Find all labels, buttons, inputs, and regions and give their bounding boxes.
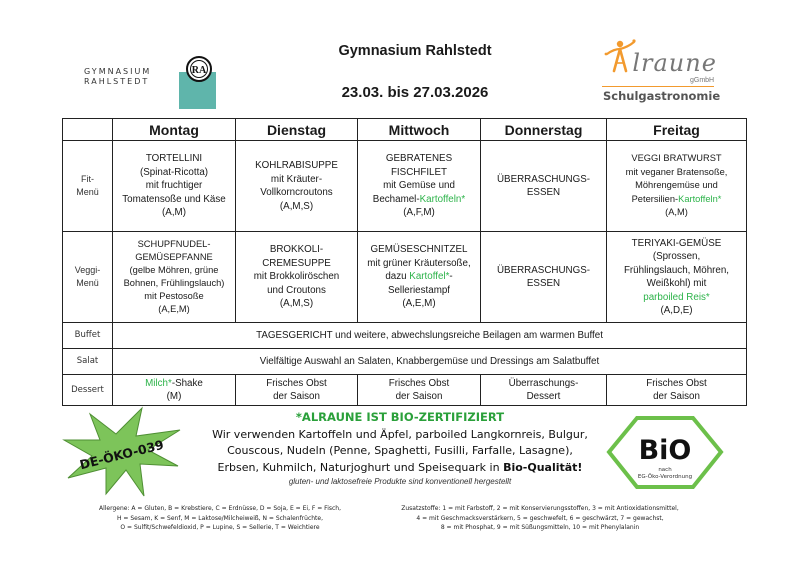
- dessert-line: Frisches Obst: [266, 377, 327, 389]
- bio-note: gluten- und laktosefreie Produkte sind konventionell hergestellt: [288, 477, 512, 486]
- dish-name: TORTELLINI: [145, 153, 203, 165]
- table-row-veggi-menu: [63, 232, 747, 323]
- row-label-dessert: Dessert: [63, 375, 113, 406]
- dish-line: mit Gemüse und: [383, 180, 455, 192]
- bio-ingredient: Kartoffeln*: [419, 193, 466, 205]
- dish-line: und Croutons: [267, 284, 326, 296]
- allergen-codes: (A,D,E): [660, 305, 693, 316]
- dish-line: Vollkorncroutons: [260, 187, 333, 198]
- dish-name: SCHUPFNUDEL-: [137, 239, 211, 249]
- dish-name: GEMÜSESCHNITZEL: [370, 244, 468, 256]
- row-label-veggi-line1: Veggi-: [74, 265, 101, 275]
- dessert-line: Frisches Obst: [646, 377, 707, 389]
- dessert-line: der Saison: [395, 391, 443, 402]
- dessert-cell-tuesday: [236, 375, 358, 406]
- bio-heading: *ALRAUNE IST BIO-ZERTIFIZIERT: [295, 410, 505, 424]
- dish-line: mit veganer Bratensoße,: [625, 166, 728, 177]
- day-header-friday: Freitag: [607, 119, 747, 141]
- bio-quality-emphasis: Bio-Qualität!: [503, 461, 583, 474]
- dish-name: TERIYAKI-GEMÜSE: [631, 237, 722, 249]
- dish-line: Selleriestampf: [387, 284, 451, 296]
- dessert-line: der Saison: [653, 391, 700, 402]
- dessert-line: der Saison: [273, 391, 320, 402]
- additives-legend-line: 8 = mit Phosphat, 9 = mit Süßungsmitteln, 10 = mit Phenylalanin: [440, 524, 640, 531]
- school-logo-line2: RAHLSTEDT: [84, 77, 150, 86]
- allergen-codes: (A,F,M): [403, 207, 435, 219]
- bio-seal-icon: [605, 415, 725, 490]
- dish-line: mit Brokkoliröschen: [253, 271, 340, 283]
- allergen-legend-line: H = Sesam, K = Senf, M = Laktose/Milcheiweiß, N = Schalenfrüchte,: [116, 514, 324, 522]
- caterer-divider: [602, 86, 714, 87]
- bio-seal-word: BiO: [638, 435, 692, 466]
- row-label-buffet: Buffet: [63, 323, 113, 349]
- dish-name: ÜBERRASCHUNGS-: [496, 173, 591, 185]
- dish-line: Weißkohl) mit: [646, 278, 707, 289]
- row-label-salat: Salat: [63, 349, 113, 375]
- dessert-cell-wednesday: [358, 375, 481, 406]
- caterer-logo: [600, 33, 720, 108]
- menu-cell-fit-friday: [607, 141, 747, 232]
- allergen-codes: (M): [166, 391, 182, 402]
- dessert-cell-thursday: [481, 375, 607, 406]
- row-label-fit-line1: Fit-: [81, 174, 94, 184]
- allergen-codes: (A,M,S): [279, 200, 314, 212]
- organic-certification-badge: [62, 406, 182, 498]
- dessert-text: -Shake: [171, 377, 203, 389]
- svg-text:RA: RA: [191, 65, 207, 76]
- dish-text: Bechamel-: [372, 193, 420, 205]
- dish-line: (gelbe Möhren, grüne: [129, 265, 219, 275]
- table-row-fit-menu: [63, 141, 747, 232]
- dish-name: BROKKOLI-: [269, 244, 324, 256]
- school-logo-text: [84, 67, 151, 87]
- table-header-row: [63, 119, 747, 141]
- day-header-thursday: Donnerstag: [481, 119, 607, 141]
- dish-name: GEBRATENES: [385, 153, 453, 165]
- buffet-text: TAGESGERICHT und weitere, abwechslungsreiche Beilagen am warmen Buffet: [113, 323, 747, 349]
- row-label-veggi: [63, 232, 113, 323]
- menu-cell-veggi-monday: [113, 232, 236, 323]
- menu-cell-fit-wednesday: [358, 141, 481, 232]
- dish-name: VEGGI BRATWURST: [631, 153, 722, 164]
- day-header-monday: Montag: [113, 119, 236, 141]
- dish-name: ESSEN: [526, 187, 561, 198]
- corner-cell: [63, 119, 113, 141]
- day-header-tuesday: Dienstag: [236, 119, 358, 141]
- dish-name: ESSEN: [526, 278, 561, 289]
- menu-cell-veggi-thursday: [481, 232, 607, 323]
- dish-name: FISCHFILET: [390, 166, 448, 178]
- dish-name: ÜBERRASCHUNGS-: [496, 264, 591, 276]
- day-header-wednesday: Mittwoch: [358, 119, 481, 141]
- page-title: Gymnasium Rahlstedt: [338, 43, 492, 59]
- menu-cell-fit-thursday: [481, 141, 607, 232]
- menu-cell-veggi-friday: [607, 232, 747, 323]
- dish-line: (Sprossen,: [652, 251, 701, 262]
- allergen-codes: (A,M,S): [279, 298, 314, 310]
- table-row-buffet: [63, 323, 747, 349]
- bio-ingredient: Kartoffeln*: [678, 193, 722, 204]
- dish-line: Bohnen, Frühlingslauch): [123, 278, 225, 288]
- date-range: 23.03. bis 27.03.2026: [341, 84, 489, 101]
- school-emblem-icon: [186, 56, 212, 82]
- dish-text: dazu: [385, 271, 410, 283]
- salat-text: Vielfältige Auswahl an Salaten, Knabbergemüse und Dressings am Salatbuffet: [113, 349, 747, 375]
- additives-legend-line: 4 = mit Geschmacksverstärkern, 5 = geschwefelt, 6 = geschwärzt, 7 = gewachst,: [416, 514, 664, 522]
- dish-text: Petersilien-: [631, 193, 679, 204]
- table-row-dessert: [63, 375, 747, 406]
- school-logo-line1: GYMNASIUM: [84, 67, 152, 76]
- dessert-line: [115, 377, 233, 391]
- dish-line: (Spinat-Ricotta): [139, 166, 209, 178]
- dish-line: mit fruchtiger: [145, 180, 203, 192]
- menu-cell-veggi-wednesday: [358, 232, 481, 323]
- caterer-wordmark-rest: lraune: [632, 49, 717, 77]
- bio-seal-line2: EG-Öko-Verordnung: [637, 474, 693, 480]
- row-label-fit: [63, 141, 113, 232]
- allergen-codes: (A,M): [665, 207, 688, 218]
- dish-line: Frühlingslauch, Möhren,: [623, 264, 730, 276]
- dish-line: [360, 270, 478, 284]
- dish-line: mit Pestosoße: [144, 291, 204, 301]
- allergen-legend-line: O = Sulfit/Schwefeldioxid, P = Lupine, S = Sellerie, T = Weichtiere: [120, 524, 320, 531]
- dish-line: mit Kräuter-: [270, 173, 323, 185]
- row-label-fit-line2: Menü: [76, 187, 99, 197]
- caterer-suffix: gGmbH: [690, 77, 715, 84]
- caterer-subtitle: Schulgastronomie: [603, 89, 721, 103]
- dish-line: [360, 193, 478, 207]
- bio-seal-line1: nach: [658, 467, 672, 473]
- dish-line: mit grüner Kräutersoße,: [367, 257, 471, 269]
- dish-name: CREMESUPPE: [262, 257, 331, 269]
- dish-text: -: [449, 271, 453, 283]
- menu-cell-veggi-tuesday: [236, 232, 358, 323]
- allergen-codes: (A,E,M): [158, 304, 190, 314]
- additives-legend: [380, 504, 700, 533]
- dish-line: Tomatensoße und Käse: [122, 193, 226, 205]
- dish-name: GEMÜSEPFANNE: [135, 252, 213, 262]
- additives-legend-line: Zusatzstoffe: 1 = mit Farbstoff, 2 = mit Konservierungsstoffen, 3 = mit Antioxidationsmittel,: [401, 505, 679, 512]
- caterer-wordmark: [614, 49, 717, 77]
- allergen-legend: [70, 504, 370, 533]
- allergen-legend-line: Allergene: A = Gluten, B = Krebstiere, C = Erdnüsse, D = Soja, E = Ei, F = Fisch,: [98, 505, 341, 512]
- table-row-salat: [63, 349, 747, 375]
- row-label-veggi-line2: Menü: [76, 278, 99, 288]
- bio-text: Erbsen, Kuhmilch, Naturjoghurt und Speisequark in: [217, 461, 504, 474]
- allergen-codes: (A,M): [162, 207, 186, 219]
- dessert-line: Überraschungs-: [508, 377, 579, 389]
- menu-cell-fit-tuesday: [236, 141, 358, 232]
- menu-cell-fit-monday: [113, 141, 236, 232]
- bio-text-line: Wir verwenden Kartoffeln und Äpfel, parboiled Langkornreis, Bulgur,: [212, 428, 588, 441]
- bio-ingredient: parboiled Reis*: [643, 291, 710, 303]
- bio-text-line: Couscous, Nudeln (Penne, Spaghetti, Fusilli, Farfalle, Lasagne),: [227, 444, 573, 457]
- dish-line: Möhrengemüse und: [635, 180, 718, 191]
- dessert-line: Frisches Obst: [388, 377, 450, 389]
- bio-text-line: [200, 461, 600, 474]
- school-logo: [78, 48, 208, 103]
- menu-table: [62, 118, 747, 406]
- dish-name: KOHLRABISUPPE: [255, 160, 338, 171]
- dessert-line: Dessert: [526, 391, 561, 402]
- dessert-cell-monday: [113, 375, 236, 406]
- allergen-codes: (A,E,M): [402, 298, 436, 310]
- badge-code: DE-ÖKO-039: [78, 436, 166, 473]
- bio-ingredient: Kartoffel*: [409, 271, 450, 283]
- dessert-cell-friday: [607, 375, 747, 406]
- dish-line: [609, 193, 744, 207]
- bio-ingredient: Milch*: [145, 377, 172, 389]
